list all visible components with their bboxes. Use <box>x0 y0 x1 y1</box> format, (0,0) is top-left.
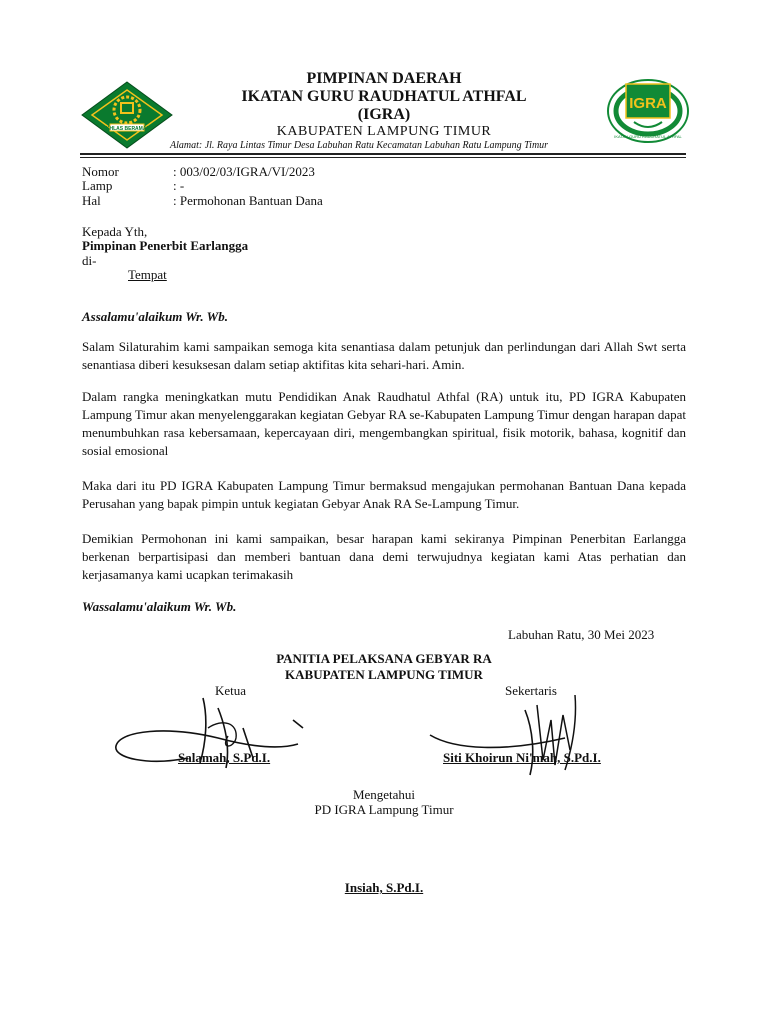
sekretaris-name: Siti Khoirun Ni'mah, S.Pd.I. <box>443 750 601 765</box>
ketua-name: Salamah, S.Pd.I. <box>178 750 271 765</box>
sekretaris-role: Sekertaris <box>505 683 557 698</box>
header-title-3: (IGRA) <box>357 106 411 123</box>
recipient-di: di- <box>82 253 97 268</box>
header-divider-thin <box>80 157 686 158</box>
kemenag-logo-text: IKHLAS BERAMAL <box>104 126 150 132</box>
header-divider <box>80 153 686 155</box>
paragraph-4: Demikian Permohonan ini kami sampaikan, besar harapan kami sekiranya Pimpinan Penerbitan Earlangga berkenan berpartisipasi dan memberi bantuan dana demi terwujudnya kegiatan kami Atas perhatian dan kerjasamanya kami ucapkan terimakasih <box>82 531 686 582</box>
committee-title-1: PANITIA PELAKSANA GEBYAR RA <box>276 651 492 666</box>
closing-salam: Wassalamu'alaikum Wr. Wb. <box>82 599 237 614</box>
recipient-name: Pimpinan Penerbit Earlangga <box>82 238 249 253</box>
hal-value: : Permohonan Bantuan Dana <box>173 193 323 208</box>
paragraph-3: Maka dari itu PD IGRA Kabupaten Lampung Timur bermaksud mengajukan permohanan Bantuan Dana kepada Perusahan yang bapak pimpin untuk kegiatan Gebyar Anak RA Se-Lampung Timur. <box>82 478 686 511</box>
head-name: Insiah, S.Pd.I. <box>344 880 424 895</box>
sekretaris-signature <box>425 690 595 785</box>
header-address: Alamat: Jl. Raya Lintas Timur Desa Labuhan Ratu Kecamatan Labuhan Ratu Lampung Timur <box>170 140 549 151</box>
recipient-place: Tempat <box>128 267 167 282</box>
header-title-2: IKATAN GURU RAUDHATUL ATHFAL <box>241 88 527 105</box>
lamp-label: Lamp <box>82 178 113 193</box>
header-title-4: KABUPATEN LAMPUNG TIMUR <box>276 124 492 139</box>
igra-logo-ring-text: IKATAN GURU RAUDHATUL ATHFAL <box>614 134 682 139</box>
committee-title-2: KABUPATEN LAMPUNG TIMUR <box>285 667 483 682</box>
mengetahui-label: Mengetahui <box>352 787 416 802</box>
opening-salam: Assalamu'alaikum Wr. Wb. <box>82 309 228 324</box>
paragraph-1: Salam Silaturahim kami sampaikan semoga kita senantiasa dalam petunjuk dan perlindungan dari Allah Swt serta senantiasa diberi kesuksesan dalam setiap aktifitas kita sehari-hari. Amin. <box>82 339 686 372</box>
igra-logo-text: IGRA <box>629 95 667 112</box>
lamp-value: : - <box>173 178 185 193</box>
hal-label: Hal <box>82 193 101 208</box>
nomor-value: : 003/02/03/IGRA/VI/2023 <box>173 164 315 179</box>
nomor-label: Nomor <box>82 164 119 179</box>
place-date: Labuhan Ratu, 30 Mei 2023 <box>508 627 655 642</box>
header-title-1: PIMPINAN DAERAH <box>306 70 462 87</box>
organization-name: PD IGRA Lampung Timur <box>314 802 454 817</box>
recipient-greeting: Kepada Yth, <box>82 224 148 239</box>
ketua-role: Ketua <box>215 683 247 698</box>
paragraph-2: Dalam rangka meningkatkan mutu Pendidikan Anak Raudhatul Athfal (RA) untuk itu, PD IGRA Kabupaten Lampung Timur akan menyelenggarakan kegiatan Gebyar RA se-Kabupaten Lampung Timur dengan harapan dapat menumbuhkan rasa kebersamaan, kepercayaan diri, mengembangkan spiritual, fisik motorik, bahasa, kognitif dan sosial emosional <box>82 389 686 458</box>
